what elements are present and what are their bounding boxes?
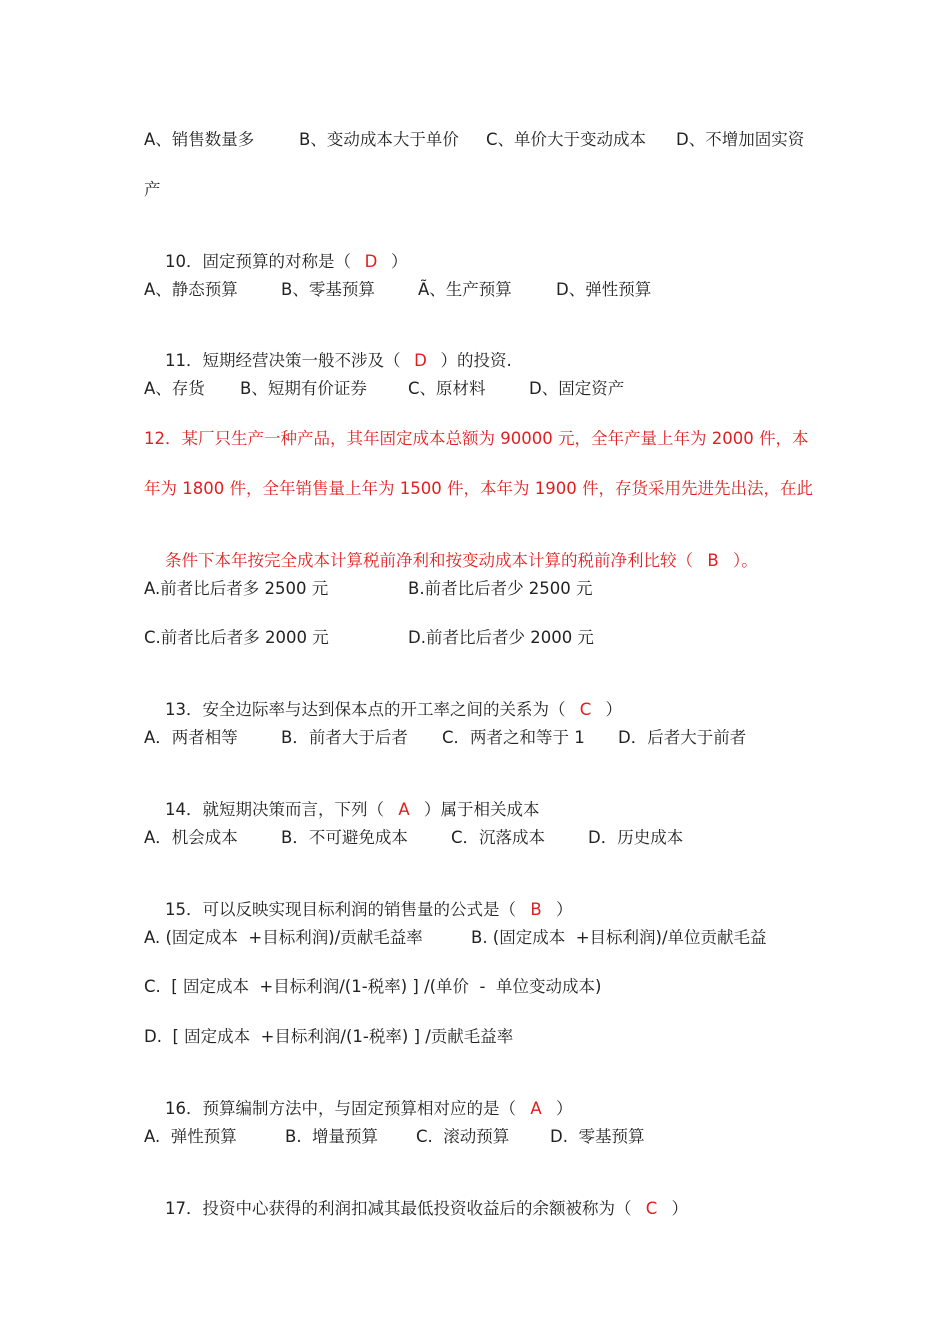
question-10-options <box>144 279 652 301</box>
question-text-end: ） <box>555 900 573 919</box>
question-text-end: ）属于相关成本 <box>423 800 540 819</box>
answer-mark: A <box>530 1099 542 1118</box>
option-c: Ã、生产预算 <box>418 280 512 299</box>
option-b: B．不可避免成本 <box>281 828 408 847</box>
answer-mark: B <box>707 551 719 570</box>
question-16 <box>144 1076 573 1118</box>
option-c: C．沉落成本 <box>451 828 546 847</box>
answer-mark: A <box>398 800 410 819</box>
question-14 <box>144 777 540 819</box>
option-b: B. (固定成本 +目标利润)/单位贡献毛益 <box>471 928 767 947</box>
question-13-options <box>144 727 747 749</box>
option-d: D. [ 固定成本 +目标利润/(1-税率) ] /贡献毛益率 <box>144 1027 514 1046</box>
question-text: 15．可以反映实现目标利润的销售量的公式是（ <box>164 900 516 919</box>
option-d: D.前者比后者少 2000 元 <box>408 628 594 647</box>
question-text: 11．短期经营决策一般不涉及（ <box>164 351 401 370</box>
question-12-options-1 <box>144 578 593 600</box>
option-a: A. (固定成本 +目标利润)/贡献毛益率 <box>144 928 423 947</box>
question-text: 14．就短期决策而言，下列（ <box>164 800 384 819</box>
answer-mark: C <box>645 1199 658 1218</box>
option-c: C、单价大于变动成本 <box>486 130 647 149</box>
question-text: 10．固定预算的对称是（ <box>164 252 351 271</box>
option-a: A.前者比后者多 2500 元 <box>144 579 329 598</box>
option-c: C．两者之和等于 1 <box>442 728 585 747</box>
question-11-options <box>144 378 625 400</box>
question-15-options-2 <box>144 976 602 998</box>
answer-mark: B <box>530 900 542 919</box>
question-16-options <box>144 1126 645 1148</box>
option-a: A．两者相等 <box>144 728 238 747</box>
option-d: D、不增加固实资 <box>676 130 805 149</box>
option-d: D. 零基预算 <box>550 1127 645 1146</box>
question-text-end: ）的投资. <box>440 351 512 370</box>
option-d: D、弹性预算 <box>556 280 652 299</box>
option-a: A、销售数量多 <box>144 130 255 149</box>
question-10 <box>144 229 408 271</box>
question-15-options-1 <box>144 927 767 949</box>
answer-mark: C <box>579 700 592 719</box>
option-c: C.前者比后者多 2000 元 <box>144 628 329 647</box>
question-12-options-2 <box>144 627 594 649</box>
question-15-options-3 <box>144 1026 514 1048</box>
question-text: 条件下本年按完全成本计算税前净利和按变动成本计算的税前净利比较（ <box>164 551 693 570</box>
option-c: C. [ 固定成本 +目标利润/(1-税率) ] /(单价 - 单位变动成本) <box>144 977 602 996</box>
option-d: D．后者大于前者 <box>618 728 747 747</box>
option-b: B、变动成本大于单价 <box>299 130 459 149</box>
question-14-options <box>144 827 684 849</box>
option-b: B.前者比后者少 2500 元 <box>408 579 593 598</box>
question-text-end: ） <box>671 1199 688 1218</box>
option-c: C. 滚动预算 <box>416 1127 510 1146</box>
question-text: 13．安全边际率与达到保本点的开工率之间的关系为（ <box>164 700 566 719</box>
question-15 <box>144 877 573 919</box>
answer-mark: D <box>414 351 427 370</box>
option-b: B. 增量预算 <box>285 1127 379 1146</box>
option-a: A．机会成本 <box>144 828 238 847</box>
question-12-line-2: 年为 1800 件，全年销售量上年为 1500 件，本年为 1900 件，存货采用先进先出法，在此 <box>144 479 813 498</box>
option-a: A、存货 <box>144 379 205 398</box>
option-d: D、固定资产 <box>529 379 625 398</box>
question-13 <box>144 677 622 719</box>
question-text-end: ） <box>555 1099 573 1118</box>
option-d: D．历史成本 <box>588 828 684 847</box>
option-c: C、原材料 <box>408 379 486 398</box>
question-11 <box>144 328 512 370</box>
question-text: 16．预算编制方法中，与固定预算相对应的是（ <box>164 1099 516 1118</box>
question-12-line-1: 12．某厂只生产一种产品，其年固定成本总额为 90000 元，全年产量上年为 2000 件，本 <box>144 429 809 448</box>
option-b: B、零基预算 <box>281 280 375 299</box>
answer-mark: D <box>364 252 378 271</box>
question-text-end: ）。 <box>732 551 758 570</box>
question-12-line-3 <box>144 528 758 570</box>
prev-question-options <box>144 129 805 151</box>
question-17 <box>144 1176 688 1218</box>
option-a: A. 弹性预算 <box>144 1127 237 1146</box>
question-text-end: ） <box>605 700 622 719</box>
option-b: B、短期有价证券 <box>240 379 367 398</box>
question-text-end: ） <box>390 252 408 271</box>
prev-question-options-wrap: 产 <box>144 180 161 199</box>
option-b: B．前者大于后者 <box>281 728 408 747</box>
option-a: A、静态预算 <box>144 280 238 299</box>
question-text: 17．投资中心获得的利润扣减其最低投资收益后的余额被称为（ <box>164 1199 632 1218</box>
